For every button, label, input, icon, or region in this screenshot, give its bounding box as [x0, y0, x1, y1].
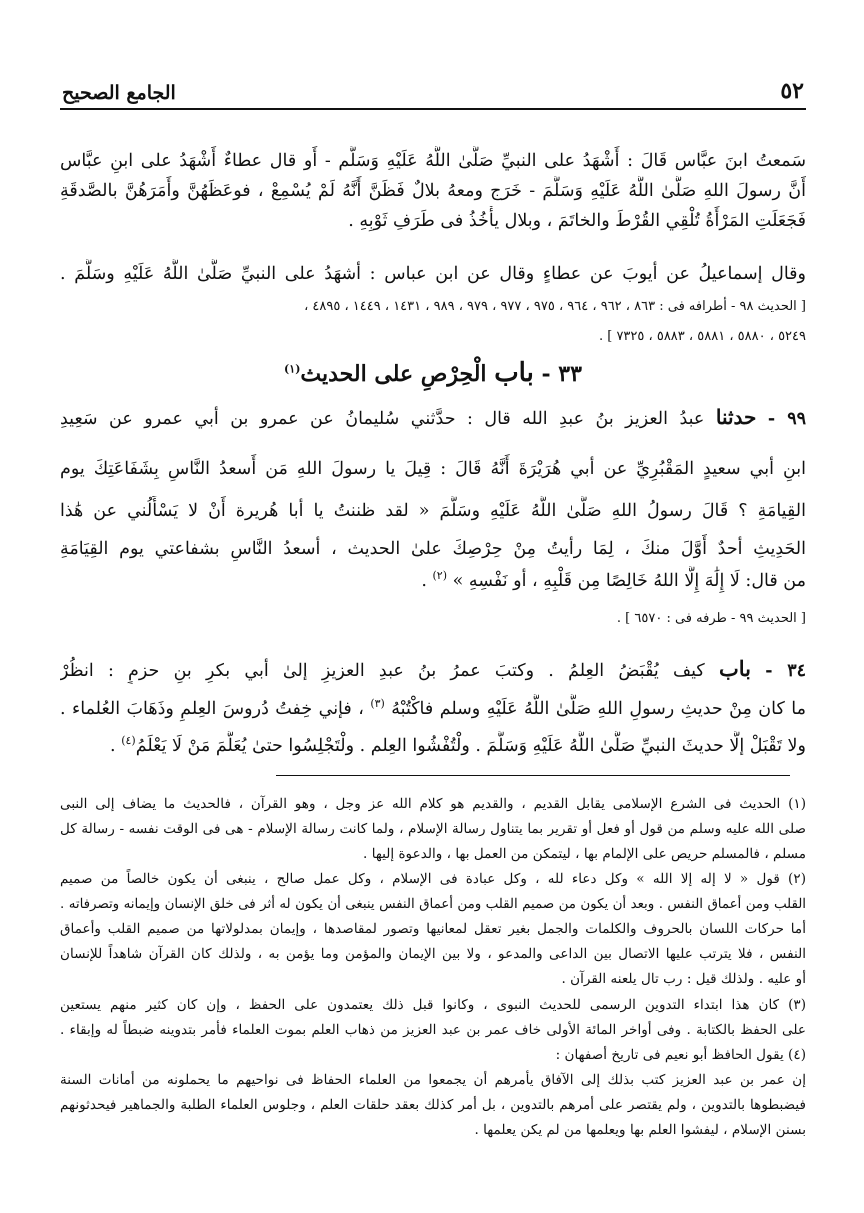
footnote-line: إن عمر بن عبد العزيز كتب بذلك إلى الآفاق يأمرهم أن يجمعوا من العلماء الحفاظ فى نواحيهم ما يحملونه من أمانات السنة [60, 1072, 806, 1088]
footnote-line: أو عليه . ولذلك قيل : رب تال يلعنه القرآن . [561, 971, 806, 987]
hadith98-reference: [ الحديث ٩٨ - أطرافه فى : ٨٦٣ ، ٩٦٢ ، ٩٦٤ ، ٩٧٥ ، ٩٧٧ ، ٩٧٩ ، ٩٨٩ ، ١٤٣١ ، ١٤٤٩ ، ٤٨٩٥ ، [304, 299, 806, 314]
footnote-line: القلب ومن أعماق النفس . وبعد أن يكون من صميم القلب ومن أعماق النفس ينبغى أن يكون له أثر فى خلق الإنسان وإيمانه وتصرفاته . [60, 897, 806, 912]
chapter-number: ٣٤ - [765, 661, 806, 681]
page-number: ٥٢ [780, 78, 804, 104]
chapter34-text: ولا تَقْبَلْ إلَّا حديثَ النبيِّ صَلَّىٰ اللَّهُ عَلَيْهِ وَسَلَّمَ . ولْتُفْشُوا العِلم . ولْتَجْلِسُوا حتىٰ يُعَلَّمَ مَنْ لَا يَعْلَمُ [135, 736, 806, 756]
hadith99-line: الحَدِيثِ أحدٌ أَوَّلَ منكَ ، لِمَا رأيتُ مِنْ حِرْصِكَ علىٰ الحديث ، أسعدُ النَّاسِ بشفاعتي يوم القِيَامَةِ [60, 539, 806, 559]
hadith98-line: فَجَعَلَتِ المَرْأَةُ تُلْقِي القُرْطَ والخاتَمَ ، وبلال يأْخُذُ فى طَرَفِ ثَوْبِهِ . [348, 211, 806, 231]
footnote-line: فيضبطوها بالتدوين ، ولم يقتصر على أمرهم بالتدوين ، بل أمر كذلك بعقد حلقات العلم ، وجلوس العلماء الطلبة والجماهير فيحدثونهم [60, 1097, 806, 1113]
hadith98-line: سَمعتُ ابنَ عبَّاس قَالَ : أَشْهَدُ على النبيِّ صَلَّىٰ اللَّهُ عَلَيْهِ وَسَلَّم - أَو قال عطاءٌ أَشْهَدُ على ابنِ عبَّاس [60, 151, 806, 171]
hadith99-reference: [ الحديث ٩٩ - طرفه فى : ٦٥٧٠ ] . [616, 611, 806, 626]
chapter34-line [60, 694, 806, 724]
hadith-number: ٩٩ - [767, 409, 806, 429]
chapter34-line [60, 654, 806, 684]
page-header [62, 74, 804, 104]
hadith98-line: أَنَّ رسولَ اللهِ صَلَّىٰ اللَّهُ عَلَيْهِ وَسَلَّمَ - خَرَج ومعهُ بلالٌ فَظَنَّ أَنَّهُ لَمْ يُسْمِعْ ، فوعَظَهُنَّ وأَمَرَهُنَّ بالصَّدقَةِ [60, 181, 806, 201]
chapter34-line: ولا تَقْبَلْ إلَّا حديثَ النبيِّ صَلَّىٰ اللَّهُ عَلَيْهِ وَسَلَّمَ . ولْتُفْشُوا العِلم . ولْتَجْلِسُوا حتىٰ يُعَلَّمَ مَنْ لَا يَعْلَمُ$^{(٤)}$ . [110, 734, 806, 756]
bab-label: باب [718, 656, 751, 681]
footnote-marker: (٢) [432, 569, 447, 583]
chapter-title: الْحِرْصِ على الحديث [300, 361, 487, 387]
footnote-marker: (١) [284, 362, 301, 376]
chapter34-text: ، فإني خِفتُ دُروسَ العِلمِ وذَهَابَ العُلماء . [60, 699, 364, 719]
footnote-line: (٣) كان هذا ابتداء التدوين الرسمى للحديث النبوى ، وكانوا قبل ذلك يعتمدون على الحفظ ، وإن كان كثير منهم يستعين [60, 997, 806, 1013]
footnote-line: النفس ، فلا يترتب عليها الاتصال بين الداعى والمدعو ، ولا بين الإيمان والمؤمن وما يؤمن به ، ولذلك كان القرآن شاهداً للإنسان [60, 946, 806, 962]
chapter-33-heading [60, 356, 806, 390]
footnote-line: (٢) قول « لا إله إلا الله » وكل دعاء لله ، وكل عبادة فى الإسلام ، وكل عمل صالح ، ينبغى أن يكون خالصاً من صميم [60, 871, 806, 887]
footnote-rule [276, 775, 790, 776]
chapter34-text: كيف يُقْبَضُ العِلمُ . وكتبَ عمرُ بنُ عبدِ العزيزِ إلىٰ أبي بكرِ بنِ حزمٍ : انظُرْ [60, 661, 705, 681]
hadith99-line: من قال: لَا إِلَٰهَ إِلَّا اللهُ خَالِصًا مِن قَلْبِهِ ، أو نَفْسِهِ » $^{(٢)}$ . [421, 569, 806, 591]
hadith99-line [60, 402, 806, 432]
footnote-line: مسلم ، فالمسلم حريص على الإلمام بها ، ليتمكن من العمل بها ، والدعوة إليها . [363, 846, 806, 862]
hadith99-line: ابنِ أبي سعيدٍ المَقْبُرِيِّ عن أبي هُرَيْرَةَ أَنَّهُ قَالَ : قِيلَ يا رسولَ اللهِ مَن أَسعدُ النَّاسِ بِشَفَاعَتِكَ يوم [60, 459, 806, 479]
header-rule [60, 108, 806, 110]
chapter34-text: ما كان مِنْ حديثِ رسولِ اللهِ صَلَّىٰ اللَّهُ عَلَيْهِ وسلم فاكْتُبْهُ [391, 699, 806, 719]
footnote-line: (٤) يقول الحافظ أبو نعيم فى تاريخ أصفهان : [555, 1047, 806, 1063]
footnote-line: على الحفظ بالكتابة . وفى أواخر المائة الأولى خاف عمر بن عبد العزيز من ذهاب العلم بموت العلماء فأمر بتدوينه ضبطاً له وإبقاء . [60, 1022, 806, 1038]
footnote-line: أما حركات اللسان بالحروف والكلمات والجمل بغير تعقل لمعانيها وتصور لمقاصدها ، وإيمان بمدلولاتها من صميم القلب وأعماق [60, 921, 806, 937]
running-title: الجامع الصحيح [62, 82, 176, 104]
bab-label: باب [494, 358, 534, 388]
hadith98-line: وقال إسماعيلُ عن أيوبَ عن عطاءٍ وقال عن ابن عباس : أشهَدُ على النبيِّ صَلَّىٰ اللَّهُ عَلَيْهِ وسَلَّمَ . [60, 264, 806, 284]
hadith99-matn-end: من قال: لَا إِلَٰهَ إِلَّا اللهُ خَالِصًا مِن قَلْبِهِ ، أو نَفْسِهِ » [452, 571, 806, 591]
hadith99-isnad: عبدُ العزيز بنُ عبدِ الله قال : حدَّثني سُليمانُ عن عمرو بن أبي عمرو عن سَعِيدِ [60, 409, 705, 429]
footnote-marker: (٤) [121, 734, 136, 748]
footnote-line: بسنن الإسلام ، ليفشوا العلم بها ويعلمها من لم يكن يعلمها . [474, 1122, 806, 1138]
chapter-number: ٣٣ - [541, 361, 582, 387]
footnote-marker: (٣) [370, 697, 385, 711]
hadith98-reference: ٥٢٤٩ ، ٥٨٨٠ ، ٥٨٨١ ، ٥٨٨٣ ، ٧٣٢٥ ] . [598, 329, 806, 344]
footnote-line: صلى الله عليه وسلم من قول أو فعل أو تقرير بما يتناول رسالة الإسلام ، ولما كانت رسالة الإسلام - هى فى الوقت نفسه - رسالة كل [60, 821, 806, 837]
haddathana: حدثنا [715, 405, 757, 429]
footnote-line: (١) الحديث فى الشرع الإسلامى يقابل القديم ، والقديم هو كلام الله عز وجل ، وهو القرآن ، فالحديث ما يضاف إلى النبى [60, 796, 806, 812]
hadith99-line: القِيامَةِ ؟ قَالَ رسولُ اللهِ صَلَّىٰ اللَّهُ عَلَيْهِ وسَلَّمَ « لقد ظننتُ يا أبا هُريرة أَنْ لا يَسْأَلُني عن هَٰذا [60, 501, 806, 521]
